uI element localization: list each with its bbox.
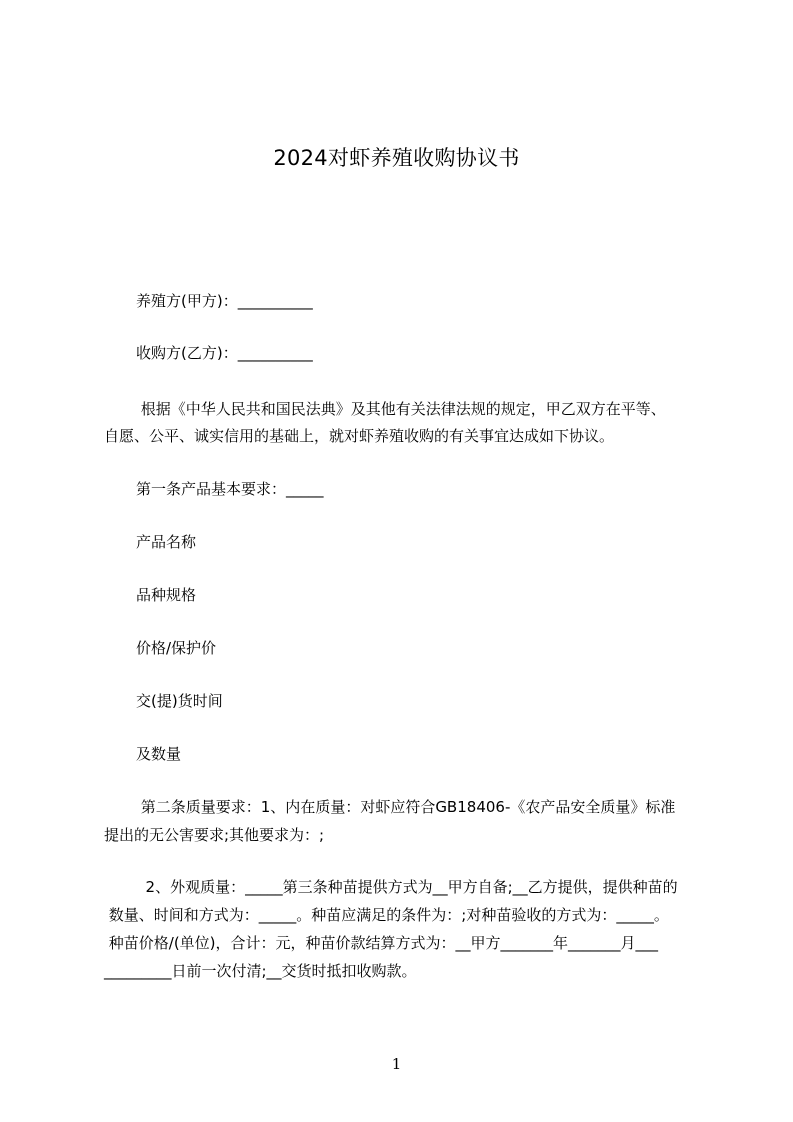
article-1: 第一条产品基本要求：_____	[136, 480, 324, 498]
document-title: 2024对虾养殖收购协议书	[273, 146, 520, 170]
field-quantity: 及数量	[136, 745, 182, 763]
intro-line-1: 根据《中华人民共和国民法典》及其他有关法律法规的规定，甲乙双方在平等、	[136, 400, 666, 418]
field-price: 价格/保护价	[136, 639, 217, 657]
article-2-line-2: 提出的无公害要求;其他要求为：;	[104, 826, 325, 844]
article-2-line-1: 第二条质量要求：1、内在质量：对虾应符合GB18406-《农产品安全质量》标准	[136, 798, 676, 816]
field-product-name: 产品名称	[136, 533, 197, 551]
article-2-2-line-2: 数量、时间和方式为：_____。种苗应满足的条件为：;对种苗验收的方式为：_____。	[104, 906, 669, 924]
party-b-line: 收购方(乙方)：__________	[136, 344, 313, 362]
article-2-2-line-3: 种苗价格/(单位)，合计：元，种苗价款结算方式为：__甲方_______年_______月___	[104, 934, 659, 952]
party-a-line: 养殖方(甲方)：__________	[136, 292, 313, 310]
page-number: 1	[391, 1055, 402, 1073]
intro-line-2: 自愿、公平、诚实信用的基础上，就对虾养殖收购的有关事宜达成如下协议。	[104, 427, 615, 445]
field-delivery-time: 交(提)货时间	[136, 692, 223, 710]
article-2-2-line-1: 2、外观质量：_____第三条种苗提供方式为__甲方自备;__乙方提供，提供种苗的	[136, 878, 678, 896]
article-2-2-line-4: _________日前一次付清;__交货时抵扣收购款。	[104, 962, 417, 980]
field-variety-spec: 品种规格	[136, 586, 197, 604]
